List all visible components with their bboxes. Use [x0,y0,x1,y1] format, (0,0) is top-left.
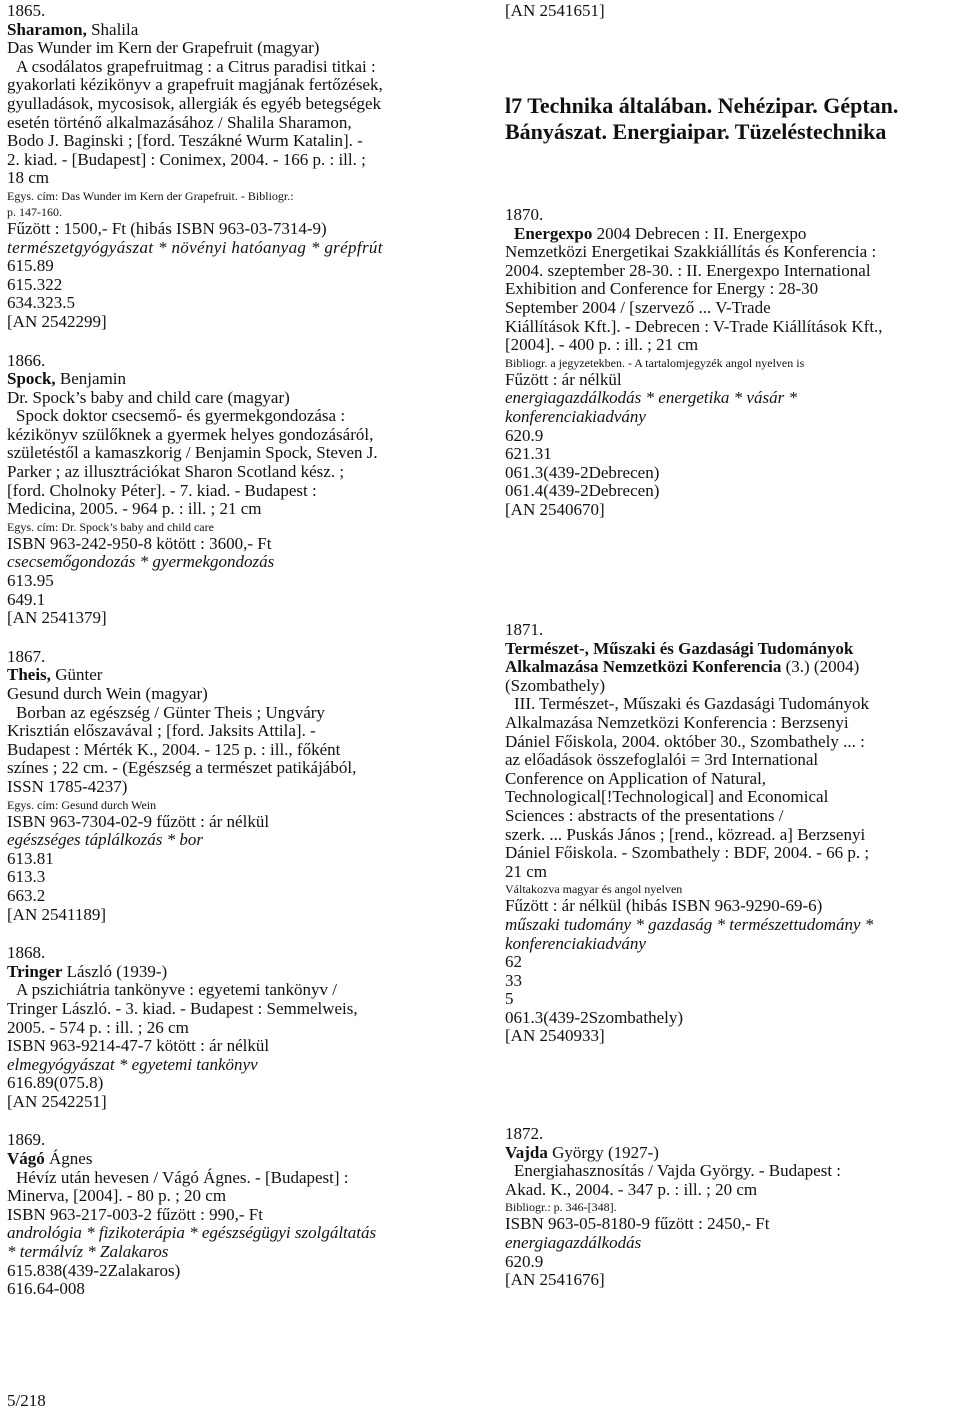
entry-title [505,225,883,244]
class-code: 615.838(439-2Zalakaros) [7,1260,181,1280]
author-forename: Günter [50,665,103,685]
note-line: Egys. cím: Dr. Spock’s baby and child care [7,519,214,534]
entry-1870 [505,206,883,520]
desc-line: születéstől a kamaszkorig / Benjamin Spock, Steven J. [7,443,378,463]
class-code: 061.4(439-2Debrecen) [505,481,660,501]
entry-1867 [7,648,462,924]
desc-line: Sciences : abstracts of the presentations / [505,805,784,825]
class-code: 620.9 [505,1251,544,1271]
desc-line: Borban az egészség / Günter Theis ; Ungváry [16,702,325,722]
desc-line: Parker ; az illusztrációkat Sharon Scotland kész. ; [7,462,345,482]
entry-number: 1871. [505,620,544,639]
desc-line: [ford. Cholnoky Péter]. - 7. kiad. - Budapest : [7,480,317,500]
desc-line: Alkalmazása Nemzetközi Konferencia : Berzsenyi [505,712,849,732]
desc-line: Technological[!Technological] and Economical [505,787,829,807]
subject-line: energiagazdálkodás [505,1232,642,1252]
entry-1866 [7,352,462,628]
original-title: Gesund durch Wein (magyar) [7,684,208,703]
entry-author [7,1150,462,1169]
author-surname: Sharamon, [7,19,87,39]
author-forename: Benjamin [55,369,127,389]
class-code: 613.95 [7,571,54,591]
desc-line: [2004]. - 400 p. : ill. ; 21 cm [505,335,699,355]
title-bold: Energexpo [514,223,593,243]
section-heading [505,93,955,145]
desc-line: 18 cm [7,168,50,188]
desc-line: Nemzetközi Energetikai Szakkiállítás és Konferencia : [505,242,877,262]
desc-line: kézikönyv szülőknek a gyermek helyes gondozásáról, [7,424,374,444]
desc-line: III. Természet-, Műszaki és Gazdasági Tudományok [514,694,869,714]
subject-line: energiagazdálkodás * energetika * vásár * [505,388,797,408]
section-heading-line: Bányászat. Energiaipar. Tüzeléstechnika [505,119,887,144]
record-id: [AN 2540670] [505,499,605,519]
author-forename: György (1927-) [547,1142,659,1162]
author-surname: Tringer [7,961,63,981]
desc-line: Dániel Főiskola, 2004. október 30., Szombathely ... : [505,731,865,751]
entry-number: 1872. [505,1124,544,1143]
entry-1865 [7,2,462,332]
desc-line: Minerva, [2004]. - 80 p. ; 20 cm [7,1186,227,1206]
entry-1872 [505,1125,841,1290]
record-id: [AN 2541676] [505,1270,605,1290]
subject-line: műszaki tudomány * gazdaság * természettudomány * [505,914,874,934]
subject-line: konferenciakiadvány [505,406,646,426]
class-code: 634.323.5 [7,293,75,313]
note-line: Egys. cím: Gesund durch Wein [7,797,157,812]
note-line: Bibliogr. a jegyzetekben. - A tartalomjegyzék angol nyelven is [505,355,805,370]
section-heading-line: l7 Technika általában. Nehézipar. Géptan. [505,93,899,118]
desc-line: 2005. - 574 p. : ill. ; 26 cm [7,1017,189,1037]
class-code: 649.1 [7,589,46,609]
conference-heading-bold: Alkalmazása Nemzetközi Konferencia [505,657,782,677]
author-forename: Ágnes [44,1149,93,1169]
entry-author [7,370,462,389]
class-code: 621.31 [505,444,552,464]
record-id: [AN 2540933] [505,1026,605,1046]
class-code: 663.2 [7,885,46,905]
record-id: [AN 2542251] [7,1091,107,1111]
left-column [7,2,462,1299]
entry-number: 1869. [7,1130,46,1150]
class-code: 616.64-008 [7,1279,85,1299]
class-code: 615.89 [7,256,54,276]
author-surname: Vajda [505,1142,548,1162]
entry-author [7,963,462,982]
desc-line: Hévíz után hevesen / Vágó Ágnes. - [Budapest] : [16,1167,349,1187]
record-id: [AN 2541379] [7,608,107,628]
price-line: Fűzött : ár nélkül (hibás ISBN 963-9290-69-6) [505,896,823,916]
author-forename: Shalila [86,19,139,39]
author-surname: Theis, [7,665,51,685]
conference-heading: Természet-, Műszaki és Gazdasági Tudományok [505,638,854,658]
class-code: 5 [505,989,514,1009]
price-line: ISBN 963-9214-47-7 kötött : ár nélkül [7,1036,270,1056]
title-rest: 2004 Debrecen : II. Energexpo [592,223,807,243]
entry-1871 [505,621,873,1046]
class-code: 620.9 [505,425,544,445]
desc-line: September 2004 / [szervező ... V-Trade [505,297,771,317]
continued-record-id [505,2,605,21]
conference-heading [505,658,873,677]
desc-line: Conference on Application of Natural, [505,768,767,788]
entry-1869 [7,1131,462,1298]
subject-line: természetgyógyászat * növényi hatóanyag * grépfrút [7,237,383,257]
entry-number: 1867. [7,646,46,666]
desc-line: ISSN 1785-4237) [7,776,128,796]
desc-line: Energiahasznosítás / Vajda György. - Budapest : [514,1161,842,1181]
price-line: Fűzött : 1500,- Ft (hibás ISBN 963-03-7314-9) [7,218,327,238]
desc-line: Krisztián előszavával ; [ford. Jaksits Attila]. - [7,721,316,741]
subject-line: * termálvíz * Zalakaros [7,1242,169,1262]
page-number: 5/218 [7,1391,46,1410]
class-code: 613.3 [7,867,46,887]
subject-line: andrológia * fizikoterápia * egészségügyi szolgáltatás [7,1223,377,1243]
desc-line: 21 cm [505,861,548,881]
desc-line: színes ; 22 cm. - (Egészség a természet patikájából, [7,758,357,778]
desc-line: esetén történő alkalmazásához / Shalila Sharamon, [7,112,352,132]
entry-author [505,1144,841,1163]
class-code: 613.81 [7,848,54,868]
desc-line: Exhibition and Conference for Energy : 28-30 [505,279,819,299]
price-line: ISBN 963-05-8180-9 fűzött : 2450,- Ft [505,1214,770,1234]
conference-place: (Szombathely) [505,675,606,695]
subject-line: egészséges táplálkozás * bor [7,830,203,850]
class-code: 616.89(075.8) [7,1073,104,1093]
desc-line: A pszichiátria tankönyve : egyetemi tankönyv / [16,980,338,1000]
desc-line: az előadások összefoglalói = 3rd International [505,750,819,770]
desc-line: gyulladások, mycosisok, allergiák és egyéb betegségek [7,93,382,113]
desc-line: Kiállítások Kft.]. - Debrecen : V-Trade Kiállítások Kft., [505,316,883,336]
desc-line: Budapest : Mérték K., 2004. - 125 p. : ill., főként [7,739,341,759]
class-code: 061.3(439-2Debrecen) [505,462,660,482]
note-line: p. 147-160. [7,204,62,219]
price-line: ISBN 963-217-003-2 fűzött : 990,- Ft [7,1204,263,1224]
author-forename: László (1939-) [62,961,168,981]
entry-number: 1866. [7,350,46,370]
author-surname: Vágó [7,1149,45,1169]
desc-line: 2004. szeptember 28-30. : II. Energexpo International [505,260,871,280]
entry-1868 [7,944,462,1111]
desc-line: Tringer László. - 3. kiad. - Budapest : Semmelweis, [7,998,358,1018]
note-line: Bibliogr.: p. 346-[348]. [505,1200,617,1215]
subject-line: konferenciakiadvány [505,933,646,953]
desc-line: Medicina, 2005. - 964 p. : ill. ; 21 cm [7,499,262,519]
note-line: Egys. cím: Das Wunder im Kern der Grapefruit. - Bibliogr.: [7,188,294,203]
entry-author [7,21,462,40]
record-id: [AN 2542299] [7,311,107,331]
author-surname: Spock, [7,369,56,389]
subject-line: elmegyógyászat * egyetemi tankönyv [7,1054,258,1074]
original-title: Dr. Spock’s baby and child care (magyar) [7,387,290,407]
class-code: 62 [505,952,522,972]
class-code: 615.322 [7,274,63,294]
desc-line: Spock doktor csecsemő- és gyermekgondozása : [16,406,346,426]
desc-line: szerk. ... Puskás János ; [rend., közread. a] Berzsenyi [505,824,866,844]
class-code: 061.3(439-2Szombathely) [505,1007,683,1027]
desc-line: A csodálatos grapefruitmag : a Citrus paradisi titkai : [16,56,376,76]
original-title: Das Wunder im Kern der Grapefruit (magyar) [7,38,320,58]
entry-number: 1870. [505,205,544,224]
desc-line: 2. kiad. - [Budapest] : Conimex, 2004. - 166 p. : ill. ; [7,149,366,169]
subject-line: csecsemőgondozás * gyermekgondozás [7,552,275,572]
desc-line: Bodo J. Baginski ; [ford. Teszákné Wurm Katalin]. - [7,131,363,151]
record-id: [AN 2541189] [7,904,106,924]
entry-number: 1865. [7,1,46,20]
price-line: ISBN 963-7304-02-9 fűzött : ár nélkül [7,811,270,831]
note-line: Váltakozva magyar és angol nyelven [505,882,683,897]
entry-author [7,666,462,685]
record-id: [AN 2541651] [505,1,605,20]
desc-line: gyakorlati kézikönyv a grapefruit magjának fertőzések, [7,75,383,95]
price-line: ISBN 963-242-950-8 kötött : 3600,- Ft [7,533,272,553]
entry-number: 1868. [7,943,46,963]
class-code: 33 [505,970,522,990]
conference-edition: (3.) (2004) [781,657,860,677]
desc-line: Akad. K., 2004. - 347 p. : ill. ; 20 cm [505,1179,758,1199]
price-line: Fűzött : ár nélkül [505,369,622,389]
desc-line: Dániel Főiskola. - Szombathely : BDF, 2004. - 66 p. ; [505,843,870,863]
